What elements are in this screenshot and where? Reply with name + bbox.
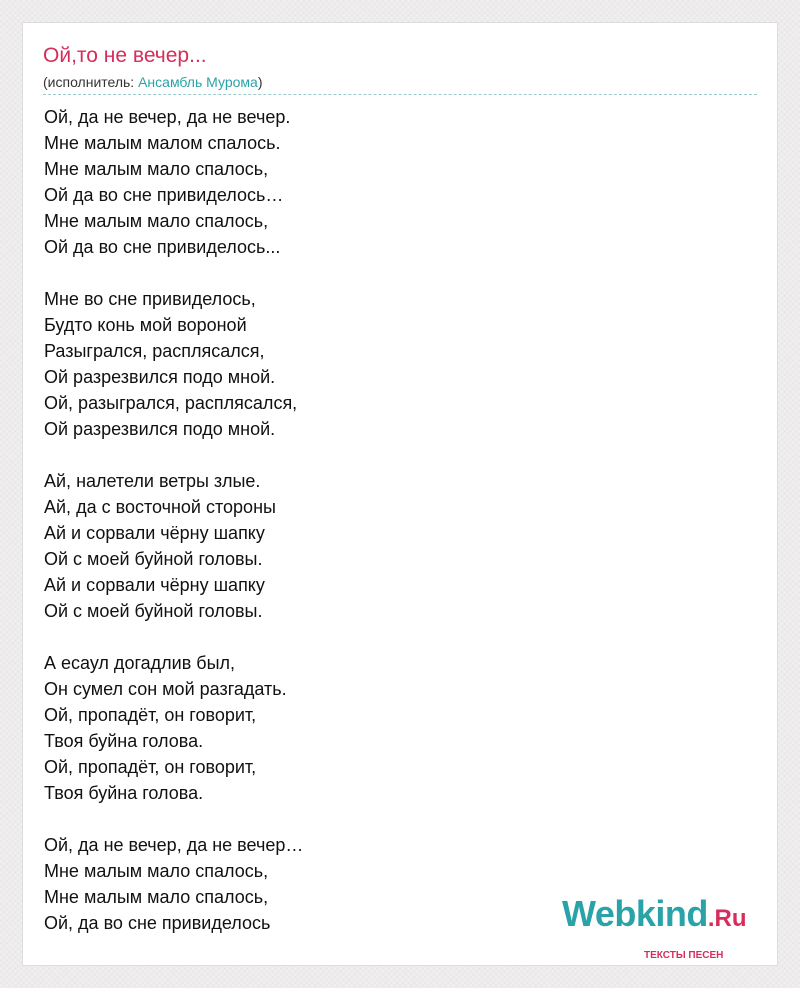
lyrics-line: А есаул догадлив был,	[44, 653, 236, 673]
logo-main-text: Webkind	[562, 893, 708, 934]
lyrics-line: Ой, да во сне привиделось	[44, 913, 271, 933]
lyrics-text	[44, 104, 303, 962]
lyrics-stanza	[44, 286, 303, 442]
logo-ru-text: .Ru	[707, 905, 747, 932]
lyrics-line: Ой с моей буйной головы.	[44, 601, 263, 621]
lyrics-line: Ой да во сне привиделось…	[44, 185, 284, 205]
logo-subtitle: ТЕКСТЫ ПЕСЕН	[644, 950, 724, 961]
lyrics-line: Мне малым мало спалось,	[44, 861, 269, 881]
lyrics-line: Мне малым мало спалось,	[44, 159, 269, 179]
lyrics-stanza	[44, 650, 303, 806]
performer-link[interactable]: Ансамбль Мурома	[138, 74, 258, 90]
lyrics-stanza	[44, 104, 303, 260]
lyrics-line: Ой разрезвился подо мной.	[44, 367, 276, 387]
lyrics-line: Мне малым мало спалось,	[44, 211, 269, 231]
lyrics-line: Мне малым малом спалось.	[44, 133, 281, 153]
performer-line	[43, 74, 262, 90]
lyrics-line: Ай и сорвали чёрну шапку	[44, 575, 265, 595]
lyrics-stanza	[44, 468, 303, 624]
lyrics-line: Ай и сорвали чёрну шапку	[44, 523, 265, 543]
lyrics-stanza	[44, 832, 303, 936]
lyrics-line: Ой с моей буйной головы.	[44, 549, 263, 569]
lyrics-line: Он сумел сон мой разгадать.	[44, 679, 287, 699]
lyrics-line: Будто конь мой вороной	[44, 315, 247, 335]
lyrics-line: Ой разрезвился подо мной.	[44, 419, 276, 439]
lyrics-card	[22, 22, 778, 966]
title-divider	[43, 94, 757, 95]
lyrics-line: Ай, да с восточной стороны	[44, 497, 276, 517]
lyrics-line: Ой, да не вечер, да не вечер…	[44, 835, 304, 855]
lyrics-line: Ой, разыгрался, расплясался,	[44, 393, 298, 413]
lyrics-line: Ой, пропадёт, он говорит,	[44, 757, 257, 777]
performer-prefix: (исполнитель:	[43, 74, 139, 90]
lyrics-line: Мне во сне привиделось,	[44, 289, 256, 309]
lyrics-line: Твоя буйна голова.	[44, 731, 204, 751]
lyrics-line: Ой, пропадёт, он говорит,	[44, 705, 257, 725]
lyrics-line: Мне малым мало спалось,	[44, 887, 269, 907]
lyrics-line: Ай, налетели ветры злые.	[44, 471, 261, 491]
lyrics-line: Ой, да не вечер, да не вечер.	[44, 107, 291, 127]
webkind-logo[interactable]	[562, 893, 762, 961]
song-title: Ой,то не вечер...	[43, 44, 207, 67]
logo-wordmark	[562, 894, 747, 939]
lyrics-line: Твоя буйна голова.	[44, 783, 204, 803]
performer-suffix: )	[257, 74, 263, 90]
lyrics-line: Разыгрался, расплясался,	[44, 341, 265, 361]
lyrics-line: Ой да во сне привиделось...	[44, 237, 281, 257]
